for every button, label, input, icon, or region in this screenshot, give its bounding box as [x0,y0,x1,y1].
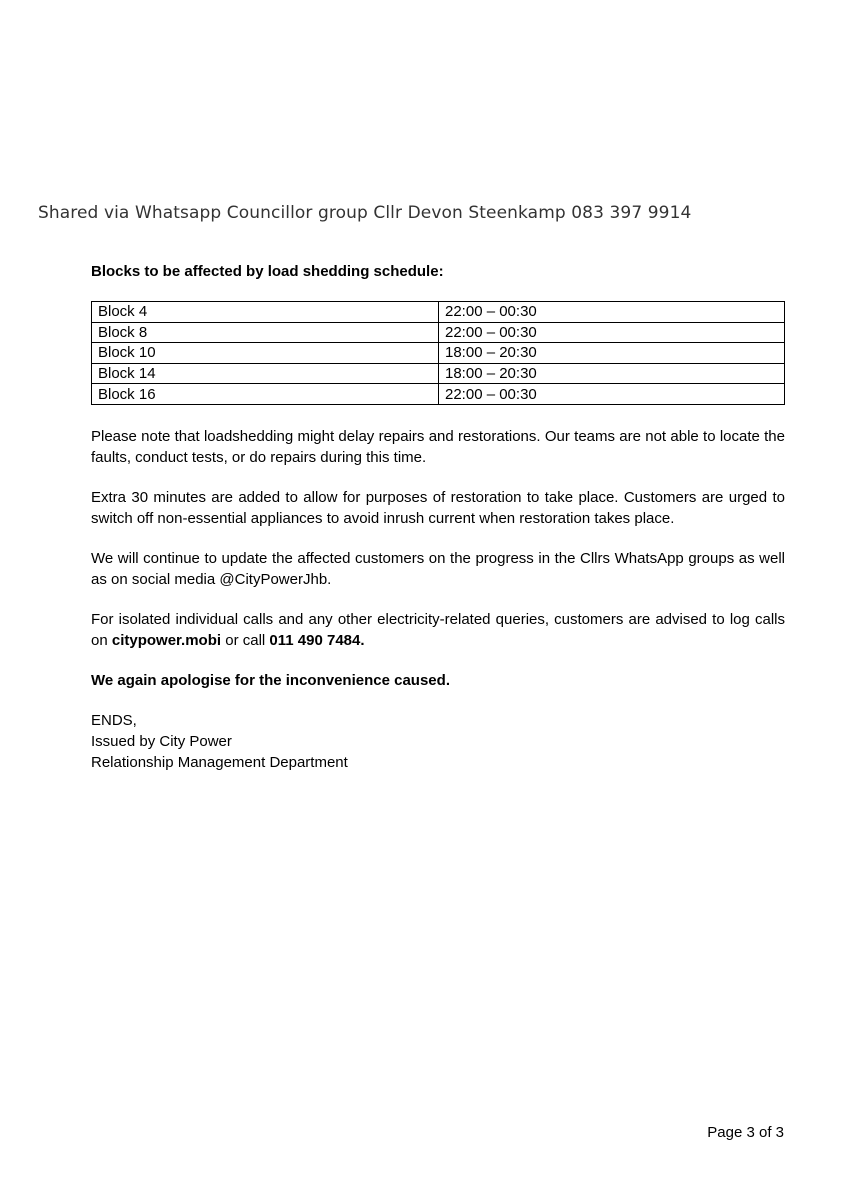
table-row [92,302,785,323]
closing-block [91,710,785,773]
table-row [92,322,785,343]
website-link[interactable]: citypower.mobi [111,631,222,649]
time-cell: 22:00 – 00:30 [439,302,785,323]
table-row [92,384,785,405]
delay-paragraph: Please note that loadshedding might delay repairs and restorations. Our teams are not able to locate the faults, conduct tests, or do repairs during this time. [91,427,785,466]
time-cell: 18:00 – 20:30 [439,343,785,364]
department-name: Relationship Management Department [91,753,348,771]
shared-via-note: Shared via Whatsapp Councillor group Cllr Devon Steenkamp 083 397 9914 [38,203,692,223]
document-body [91,261,785,773]
queries-mid: or call [221,631,270,649]
block-cell: Block 14 [92,363,439,384]
table-row [92,363,785,384]
block-cell: Block 8 [92,322,439,343]
issued-by: Issued by City Power [91,732,232,750]
block-cell: Block 16 [92,384,439,405]
page-number: Page 3 of 3 [707,1124,784,1141]
schedule-heading: Blocks to be affected by load shedding schedule: [91,263,444,280]
time-cell: 22:00 – 00:30 [439,384,785,405]
time-cell: 22:00 – 00:30 [439,322,785,343]
ends-label: ENDS, [91,711,137,729]
apology-paragraph: We again apologise for the inconvenience caused. [91,671,450,689]
updates-paragraph: We will continue to update the affected customers on the progress in the Cllrs WhatsApp groups as well as on social media @CityPowerJhb. [91,549,785,588]
extra-time-paragraph: Extra 30 minutes are added to allow for purposes of restoration to take place. Customers are urged to switch off non-essential appliances to avoid inrush current when restoration takes place. [91,488,785,527]
block-cell: Block 10 [92,343,439,364]
time-cell: 18:00 – 20:30 [439,363,785,384]
table-row [92,343,785,364]
queries-intro: For isolated individual calls and any other electricity-related queries, customers are advised to log calls on [91,610,785,649]
block-cell: Block 4 [92,302,439,323]
queries-paragraph [91,609,785,651]
phone-number: 011 490 7484. [269,631,365,649]
schedule-table [91,301,785,405]
